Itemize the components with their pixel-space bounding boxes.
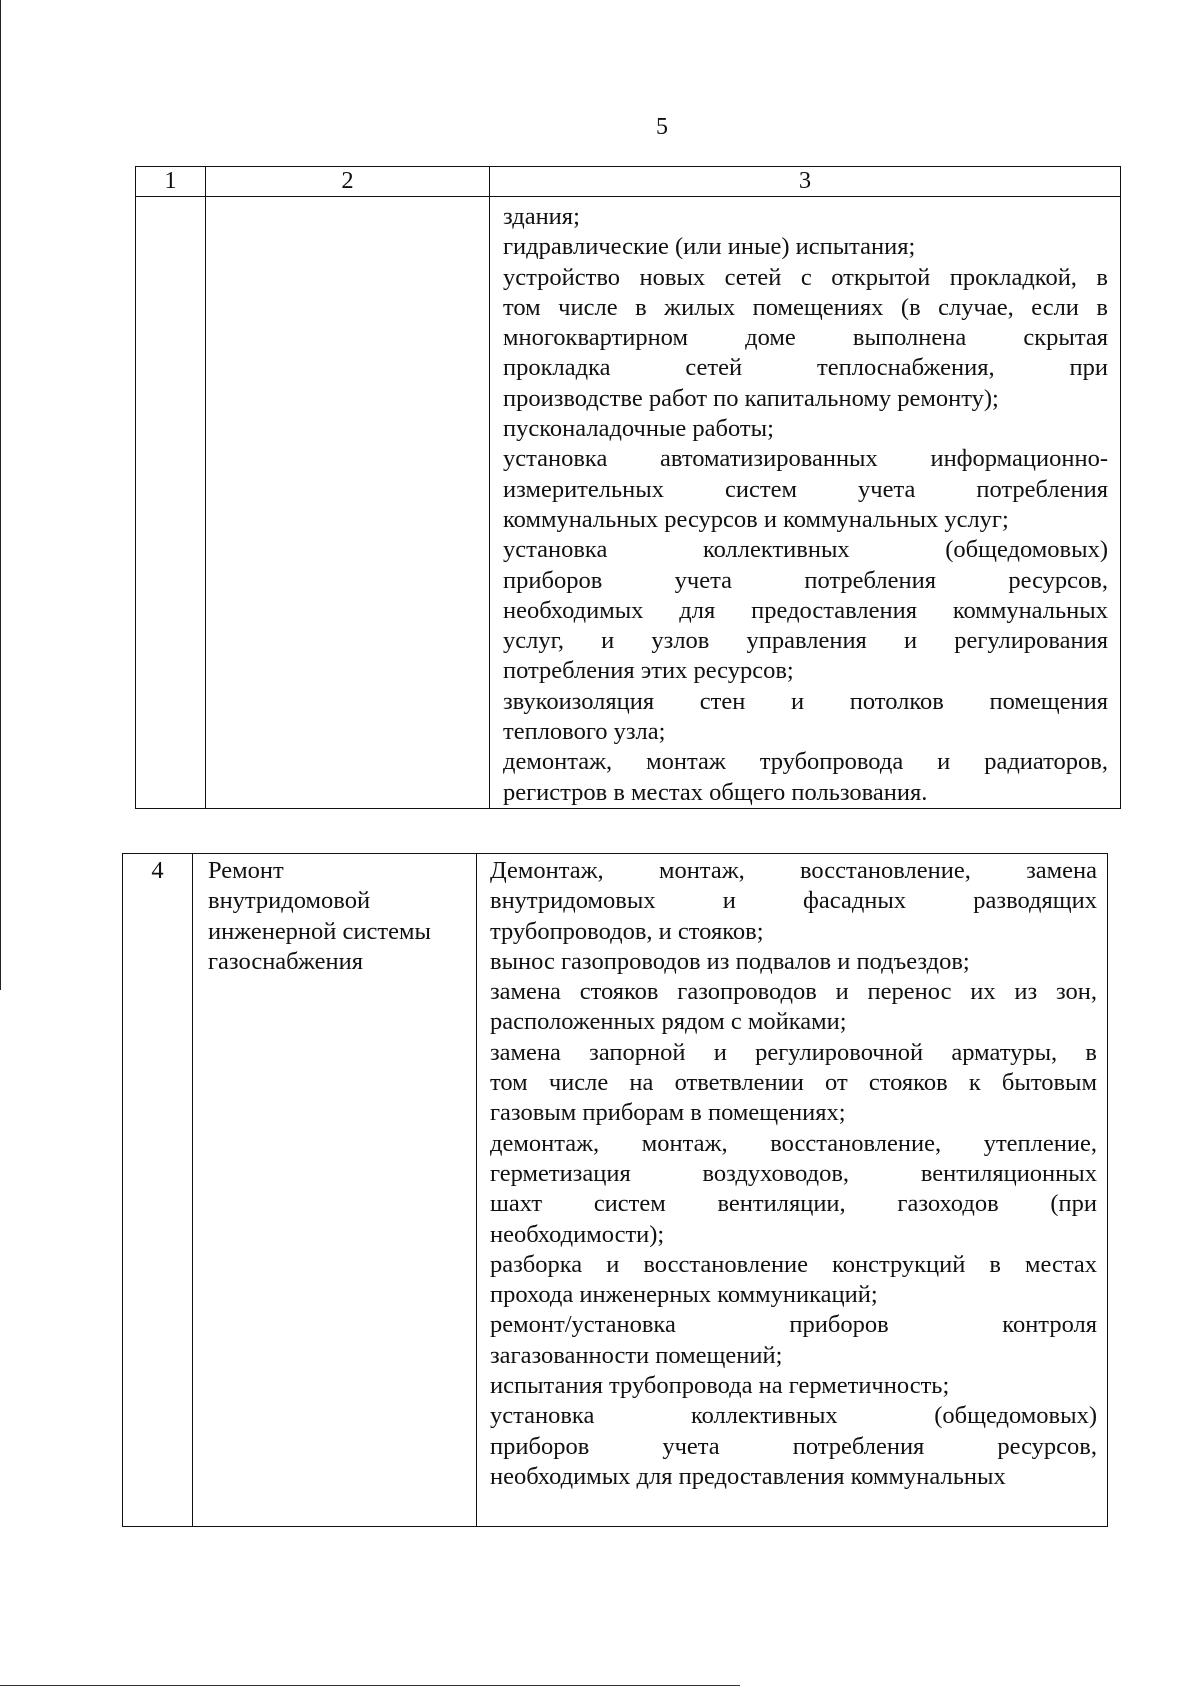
text-line: шахт систем вентиляции, газоходов (при — [490, 1190, 1097, 1218]
text-line: демонтаж, монтаж трубопровода и радиаторов, — [503, 748, 1108, 776]
table-row-4 — [123, 854, 1108, 1527]
text-line: звукоизоляция стен и потолков помещения — [503, 687, 1108, 715]
text-line: необходимости); — [490, 1220, 665, 1248]
text-line: разборка и восстановление конструкций в местах — [490, 1250, 1097, 1278]
text-line: том числе на ответвлении от стояков к бытовым — [490, 1069, 1097, 1097]
text-line: теплового узла; — [503, 718, 666, 746]
work-description-cell — [477, 854, 1108, 1527]
row-number — [136, 197, 206, 809]
text-line: ремонт/установка приборов контроля — [490, 1311, 1097, 1339]
work-description — [490, 197, 1120, 808]
text-line: прокладка сетей теплоснабжения, при — [503, 354, 1108, 382]
text-line: испытания трубопровода на герметичность; — [490, 1372, 950, 1400]
table-row-4-block — [122, 853, 1108, 1527]
header-col-1: 1 — [136, 167, 206, 197]
text-line: приборов учета потребления ресурсов, — [503, 566, 1108, 594]
text-line: услуг, и узлов управления и регулирования — [503, 627, 1108, 655]
text-line: внутридомовой — [208, 887, 371, 915]
text-line: установка автоматизированных информационно- — [503, 445, 1108, 473]
text-line: вынос газопроводов из подвалов и подъездов; — [490, 947, 970, 975]
text-line: необходимых для предоставления коммунальных — [503, 596, 1108, 624]
text-line: измерительных систем учета потребления — [503, 475, 1108, 503]
text-line: коммунальных ресурсов и коммунальных услуг; — [503, 505, 1009, 533]
text-line: загазованности помещений; — [490, 1341, 783, 1369]
text-line: герметизация воздуховодов, вентиляционных — [490, 1159, 1097, 1187]
text-line: инженерной системы — [208, 917, 431, 945]
header-col-2: 2 — [206, 167, 490, 197]
text-line: производстве работ по капитальному ремонту); — [503, 384, 999, 412]
table-row-continued — [136, 197, 1121, 809]
text-line: гидравлические (или иные) испытания; — [503, 233, 916, 261]
text-line: газовым приборам в помещениях; — [490, 1099, 846, 1127]
text-line: установка коллективных (общедомовых) — [503, 536, 1108, 564]
table-header-row — [136, 167, 1121, 197]
text-line: трубопроводов, и стояков; — [490, 917, 764, 945]
text-line: здания; — [503, 203, 580, 230]
text-line: регистров в местах общего пользования. — [503, 778, 928, 806]
text-line: внутридомовых и фасадных разводящих — [490, 887, 1097, 915]
text-line: замена запорной и регулировочной арматуры, в — [490, 1038, 1097, 1066]
scan-bottom-edge — [0, 1685, 740, 1686]
text-line: Ремонт — [208, 857, 284, 884]
page-number: 5 — [656, 114, 668, 140]
text-line: многоквартирном доме выполнена скрытая — [503, 324, 1108, 352]
scan-left-edge — [0, 0, 1, 990]
work-name-cell — [206, 197, 490, 809]
text-line: потребления этих ресурсов; — [503, 657, 794, 685]
work-name-cell — [193, 854, 477, 1527]
row-number: 4 — [123, 854, 193, 1527]
text-line: прохода инженерных коммуникаций; — [490, 1281, 878, 1309]
text-line: пусконаладочные работы; — [503, 415, 774, 443]
work-description — [477, 854, 1107, 1526]
text-line: необходимых для предоставления коммунальных — [490, 1462, 1006, 1490]
text-line: расположенных рядом с мойками; — [490, 1008, 847, 1036]
text-line: приборов учета потребления ресурсов, — [490, 1432, 1097, 1460]
work-description-cell — [490, 197, 1121, 809]
table-continued — [135, 166, 1121, 809]
text-line: установка коллективных (общедомовых) — [490, 1402, 1097, 1430]
work-name — [193, 854, 476, 977]
text-line: демонтаж, монтаж, восстановление, утепление, — [490, 1129, 1097, 1157]
text-line: замена стояков газопроводов и перенос их из зон, — [490, 978, 1097, 1006]
text-line: устройство новых сетей с открытой прокладкой, в — [503, 263, 1108, 291]
text-line: том числе в жилых помещениях (в случае, если в — [503, 293, 1108, 321]
text-line: газоснабжения — [208, 947, 364, 975]
text-line: Демонтаж, монтаж, восстановление, замена — [490, 857, 1097, 884]
header-col-3: 3 — [490, 167, 1121, 197]
